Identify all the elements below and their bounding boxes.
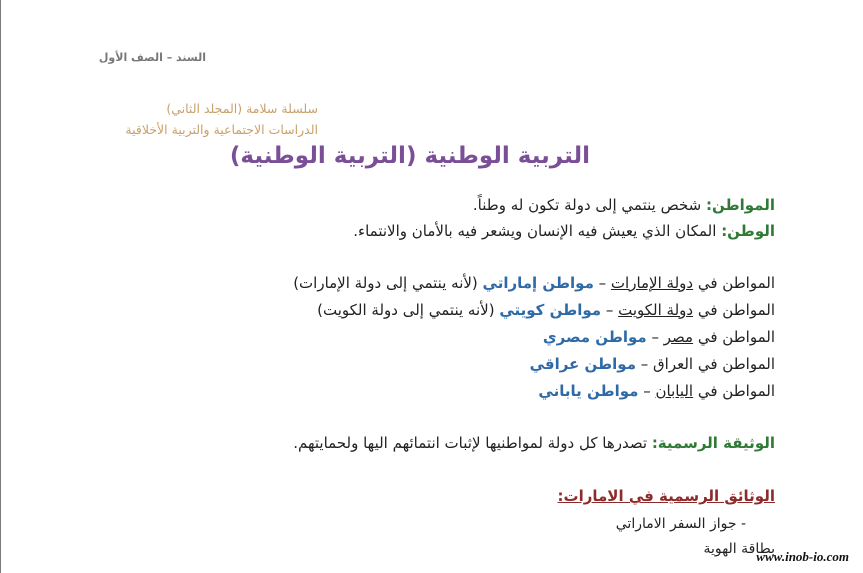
citizen-prefix: المواطن في	[693, 382, 775, 400]
citizen-country: اليابان	[655, 382, 694, 400]
definition-term: المواطن:	[705, 196, 775, 214]
definition-term: الوثيقة الرسمية:	[651, 434, 775, 452]
citizen-dash: –	[646, 328, 664, 346]
header-label: السند – الصف الأول	[98, 51, 206, 64]
citizen-nationality: مواطن ياباني	[538, 382, 639, 400]
citizen-line	[317, 301, 775, 319]
uae-documents-heading: الوثائق الرسمية في الامارات:	[557, 487, 775, 505]
book-series: سلسلة سلامة (المجلد الثاني)	[166, 101, 318, 116]
citizen-prefix: المواطن في	[693, 274, 775, 292]
definition-citizen	[473, 196, 775, 214]
official-document-definition	[293, 434, 775, 452]
page-edge	[0, 0, 1, 573]
list-item: بطاقة الهوية	[703, 541, 775, 557]
page-title: التربية الوطنية (التربية الوطنية)	[229, 143, 590, 169]
definition-term: الوطن:	[721, 222, 775, 240]
citizen-note: (لأنه ينتمي إلى دولة الإمارات)	[293, 274, 483, 292]
citizen-dash: –	[635, 355, 654, 373]
definition-text: شخص ينتمي إلى دولة تكون له وطناً.	[472, 196, 706, 214]
citizen-line	[543, 328, 775, 346]
citizen-nationality: مواطن كويتي	[499, 301, 602, 319]
definition-text: المكان الذي يعيش فيه الإنسان ويشعر فيه بالأمان والانتماء.	[353, 222, 722, 240]
definition-text: تصدرها كل دولة لمواطنيها لإثبات انتمائهم اليها ولحمايتهم.	[293, 434, 652, 452]
citizen-note: (لأنه ينتمي إلى دولة الكويت)	[317, 301, 500, 319]
definition-homeland	[353, 222, 775, 240]
citizen-dash: –	[638, 382, 656, 400]
citizen-prefix: المواطن في	[693, 355, 775, 373]
citizen-dash: –	[593, 274, 611, 292]
citizen-line	[293, 274, 775, 292]
citizen-nationality: مواطن إماراتي	[482, 274, 594, 292]
citizen-line	[530, 355, 775, 373]
citizen-prefix: المواطن في	[693, 328, 775, 346]
watermark-url: www.inob-io.com	[756, 549, 849, 564]
citizen-prefix: المواطن في	[693, 301, 775, 319]
citizen-nationality: مواطن مصري	[542, 328, 647, 346]
book-subject: الدراسات الاجتماعية والتربية الأخلاقية	[125, 122, 318, 137]
citizen-country: مصر	[663, 328, 694, 346]
citizen-nationality: مواطن عراقي	[529, 355, 636, 373]
citizen-dash: –	[601, 301, 619, 319]
list-item: - جواز السفر الاماراتي	[615, 516, 746, 532]
citizen-country: دولة الكويت	[618, 301, 694, 319]
citizen-line	[538, 382, 775, 400]
citizen-country: العراق	[653, 355, 694, 373]
citizen-country: دولة الإمارات	[610, 274, 694, 292]
